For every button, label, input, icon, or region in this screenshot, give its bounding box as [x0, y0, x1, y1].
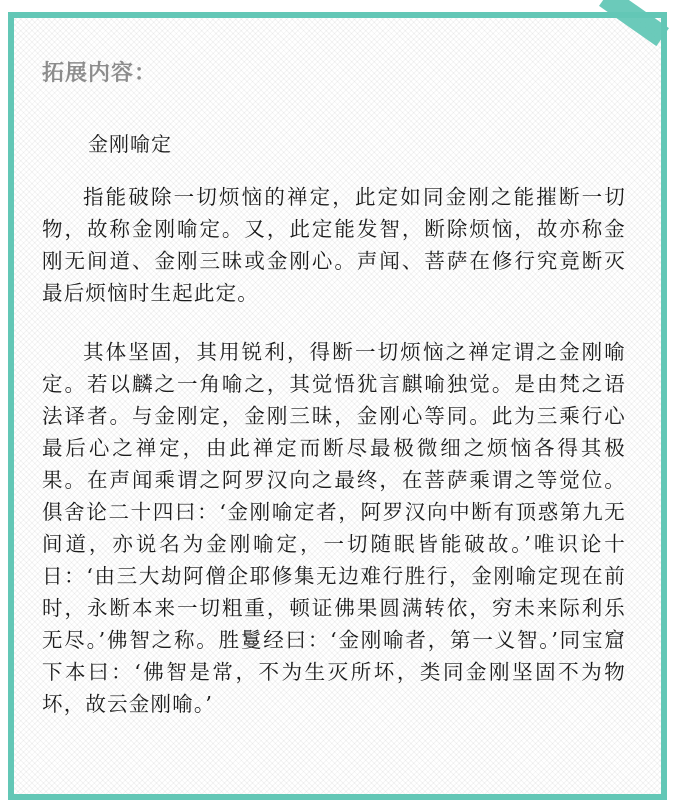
paragraph-explanation: 其体坚固，其用锐利，得断一切烦恼之禅定谓之金刚喻定。若以麟之一角喻之，其觉悟犹言麒喻独觉。是由梵之语法译者。与金刚定，金刚三昧，金刚心等同。此为三乘行心最后心之禅定，由此禅定而断尽最极微细之烦恼各得其极果。在声闻乘谓之阿罗汉向之最终，在菩萨乘谓之等觉位。俱舍论二十四曰：‘金刚喻定者，阿罗汉向中断有顶惑第九无间道，亦说名为金刚喻定，一切随眠皆能破故。’唯识论十日：‘由三大劫阿僧企耶修集无边难行胜行，金刚喻定现在前时，永断本来一切粗重，顿证佛果圆满转依，穷未来际利乐无尽。’佛智之称。胜鬘经曰：‘金刚喻者，第一义智。’同宝窟下本曰：‘佛智是常，不为生灭所坏，类同金刚坚固不为物坏，故云金刚喻。’ — [42, 340, 626, 716]
paragraph-definition: 指能破除一切烦恼的禅定，此定如同金刚之能摧断一切物，故称金刚喻定。又，此定能发智，断除烦恼，故亦称金刚无间道、金刚三昧或金刚心。声闻、菩萨在修行究竟断灭最后烦恼时生起此定。 — [42, 185, 626, 305]
term-title: 金刚喻定 — [88, 132, 172, 156]
section-heading: 拓展内容： — [42, 61, 158, 86]
content-card — [8, 12, 667, 800]
